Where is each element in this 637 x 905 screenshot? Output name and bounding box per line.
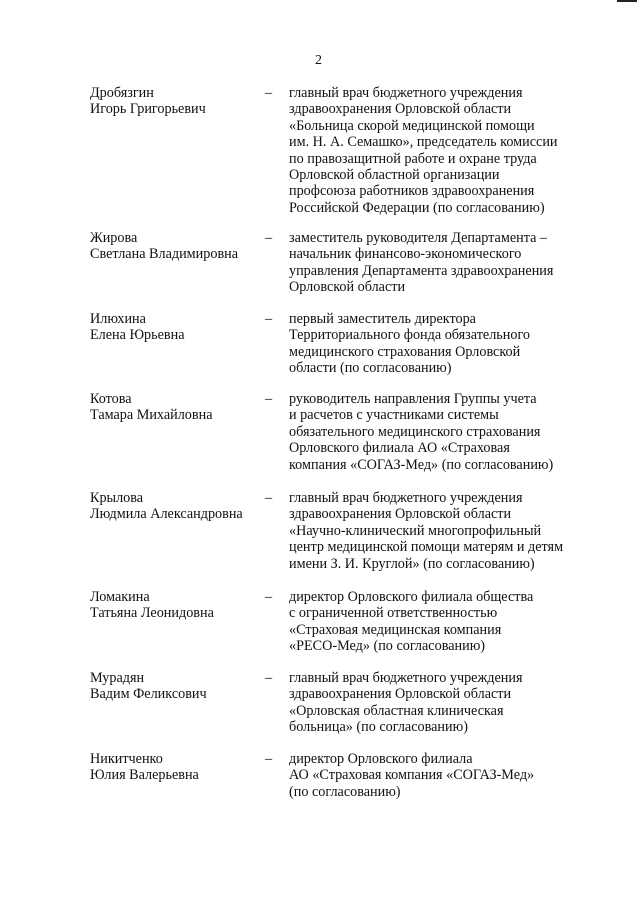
separator-dash: – (265, 751, 273, 767)
separator-dash: – (265, 230, 273, 246)
role-line: начальник финансово-экономического (289, 246, 522, 263)
member-role (289, 589, 589, 655)
role-line: им. Н. А. Семашко», председатель комиссии (289, 134, 558, 151)
member-name (90, 85, 265, 118)
member-given-names: Светлана Владимировна (90, 246, 239, 263)
member-given-names: Вадим Феликсович (90, 686, 207, 703)
role-line: «Научно-клинический многопрофильный (289, 522, 542, 539)
role-line: главный врач бюджетного учреждения (289, 490, 523, 506)
member-name (90, 230, 265, 263)
page-number: 2 (315, 53, 322, 68)
role-line: «Больница скорой медицинской помощи (289, 117, 535, 134)
role-line: директор Орловского филиала (289, 751, 473, 767)
member-role (289, 230, 589, 296)
role-line: «РЕСО-Мед» (по согласованию) (289, 638, 486, 655)
role-line: первый заместитель директора (289, 311, 476, 327)
separator-dash: – (265, 589, 273, 605)
role-line: области (по согласованию) (289, 360, 452, 377)
member-name (90, 490, 265, 523)
member-given-names: Юлия Валерьевна (90, 767, 199, 784)
member-role (289, 751, 589, 800)
role-line: и расчетов с участниками системы (289, 407, 499, 424)
separator-dash: – (265, 311, 273, 327)
role-line: здравоохранения Орловской области (289, 101, 512, 118)
member-surname: Никитченко (90, 751, 163, 767)
member-surname: Ломакина (90, 589, 150, 605)
role-line: (по согласованию) (289, 783, 401, 800)
role-line: Территориального фонда обязательного (289, 327, 531, 344)
separator-dash: – (265, 670, 273, 686)
member-role (289, 490, 589, 572)
role-line: управления Департамента здравоохранения (289, 262, 554, 279)
member-name (90, 311, 265, 344)
member-name (90, 589, 265, 622)
role-line: АО «Страховая компания «СОГАЗ-Мед» (289, 767, 535, 784)
member-surname: Крылова (90, 490, 144, 506)
member-role (289, 391, 589, 473)
role-line: с ограниченной ответственностью (289, 605, 498, 622)
role-line: по правозащитной работе и охране труда (289, 150, 537, 167)
role-line: «Орловская областная клиническая (289, 702, 504, 719)
role-line: руководитель направления Группы учета (289, 391, 537, 407)
role-line: больница» (по согласованию) (289, 719, 468, 736)
corner-mark (617, 0, 637, 2)
member-given-names: Елена Юрьевна (90, 327, 185, 344)
member-surname: Дробязгин (90, 85, 154, 101)
member-role (289, 85, 589, 216)
role-line: компания «СОГАЗ-Мед» (по согласованию) (289, 456, 554, 473)
role-line: имени З. И. Круглой» (по согласованию) (289, 555, 535, 572)
role-line: главный врач бюджетного учреждения (289, 670, 523, 686)
member-given-names: Татьяна Леонидовна (90, 605, 214, 622)
member-role (289, 311, 589, 377)
role-line: Российской Федерации (по согласованию) (289, 199, 545, 216)
role-line: Орловского филиала АО «Страховая (289, 440, 510, 457)
role-line: «Страховая медицинская компания (289, 621, 502, 638)
member-name (90, 391, 265, 424)
member-surname: Котова (90, 391, 132, 407)
role-line: заместитель руководителя Департамента – (289, 230, 548, 246)
role-line: здравоохранения Орловской области (289, 506, 512, 523)
separator-dash: – (265, 85, 273, 101)
role-line: профсоюза работников здравоохранения (289, 183, 535, 200)
role-line: директор Орловского филиала общества (289, 589, 534, 605)
member-surname: Жирова (90, 230, 138, 246)
separator-dash: – (265, 391, 273, 407)
role-line: Орловской области (289, 279, 406, 296)
member-given-names: Людмила Александровна (90, 506, 243, 523)
role-line: обязательного медицинского страхования (289, 423, 541, 440)
role-line: Орловской областной организации (289, 167, 500, 184)
member-role (289, 670, 589, 736)
role-line: главный врач бюджетного учреждения (289, 85, 523, 101)
member-name (90, 751, 265, 784)
member-given-names: Тамара Михайловна (90, 407, 213, 424)
role-line: медицинского страхования Орловской (289, 343, 521, 360)
member-given-names: Игорь Григорьевич (90, 101, 206, 118)
separator-dash: – (265, 490, 273, 506)
role-line: центр медицинской помощи матерям и детям (289, 539, 564, 556)
member-surname: Мурадян (90, 670, 145, 686)
member-name (90, 670, 265, 703)
role-line: здравоохранения Орловской области (289, 686, 512, 703)
member-surname: Илюхина (90, 311, 146, 327)
